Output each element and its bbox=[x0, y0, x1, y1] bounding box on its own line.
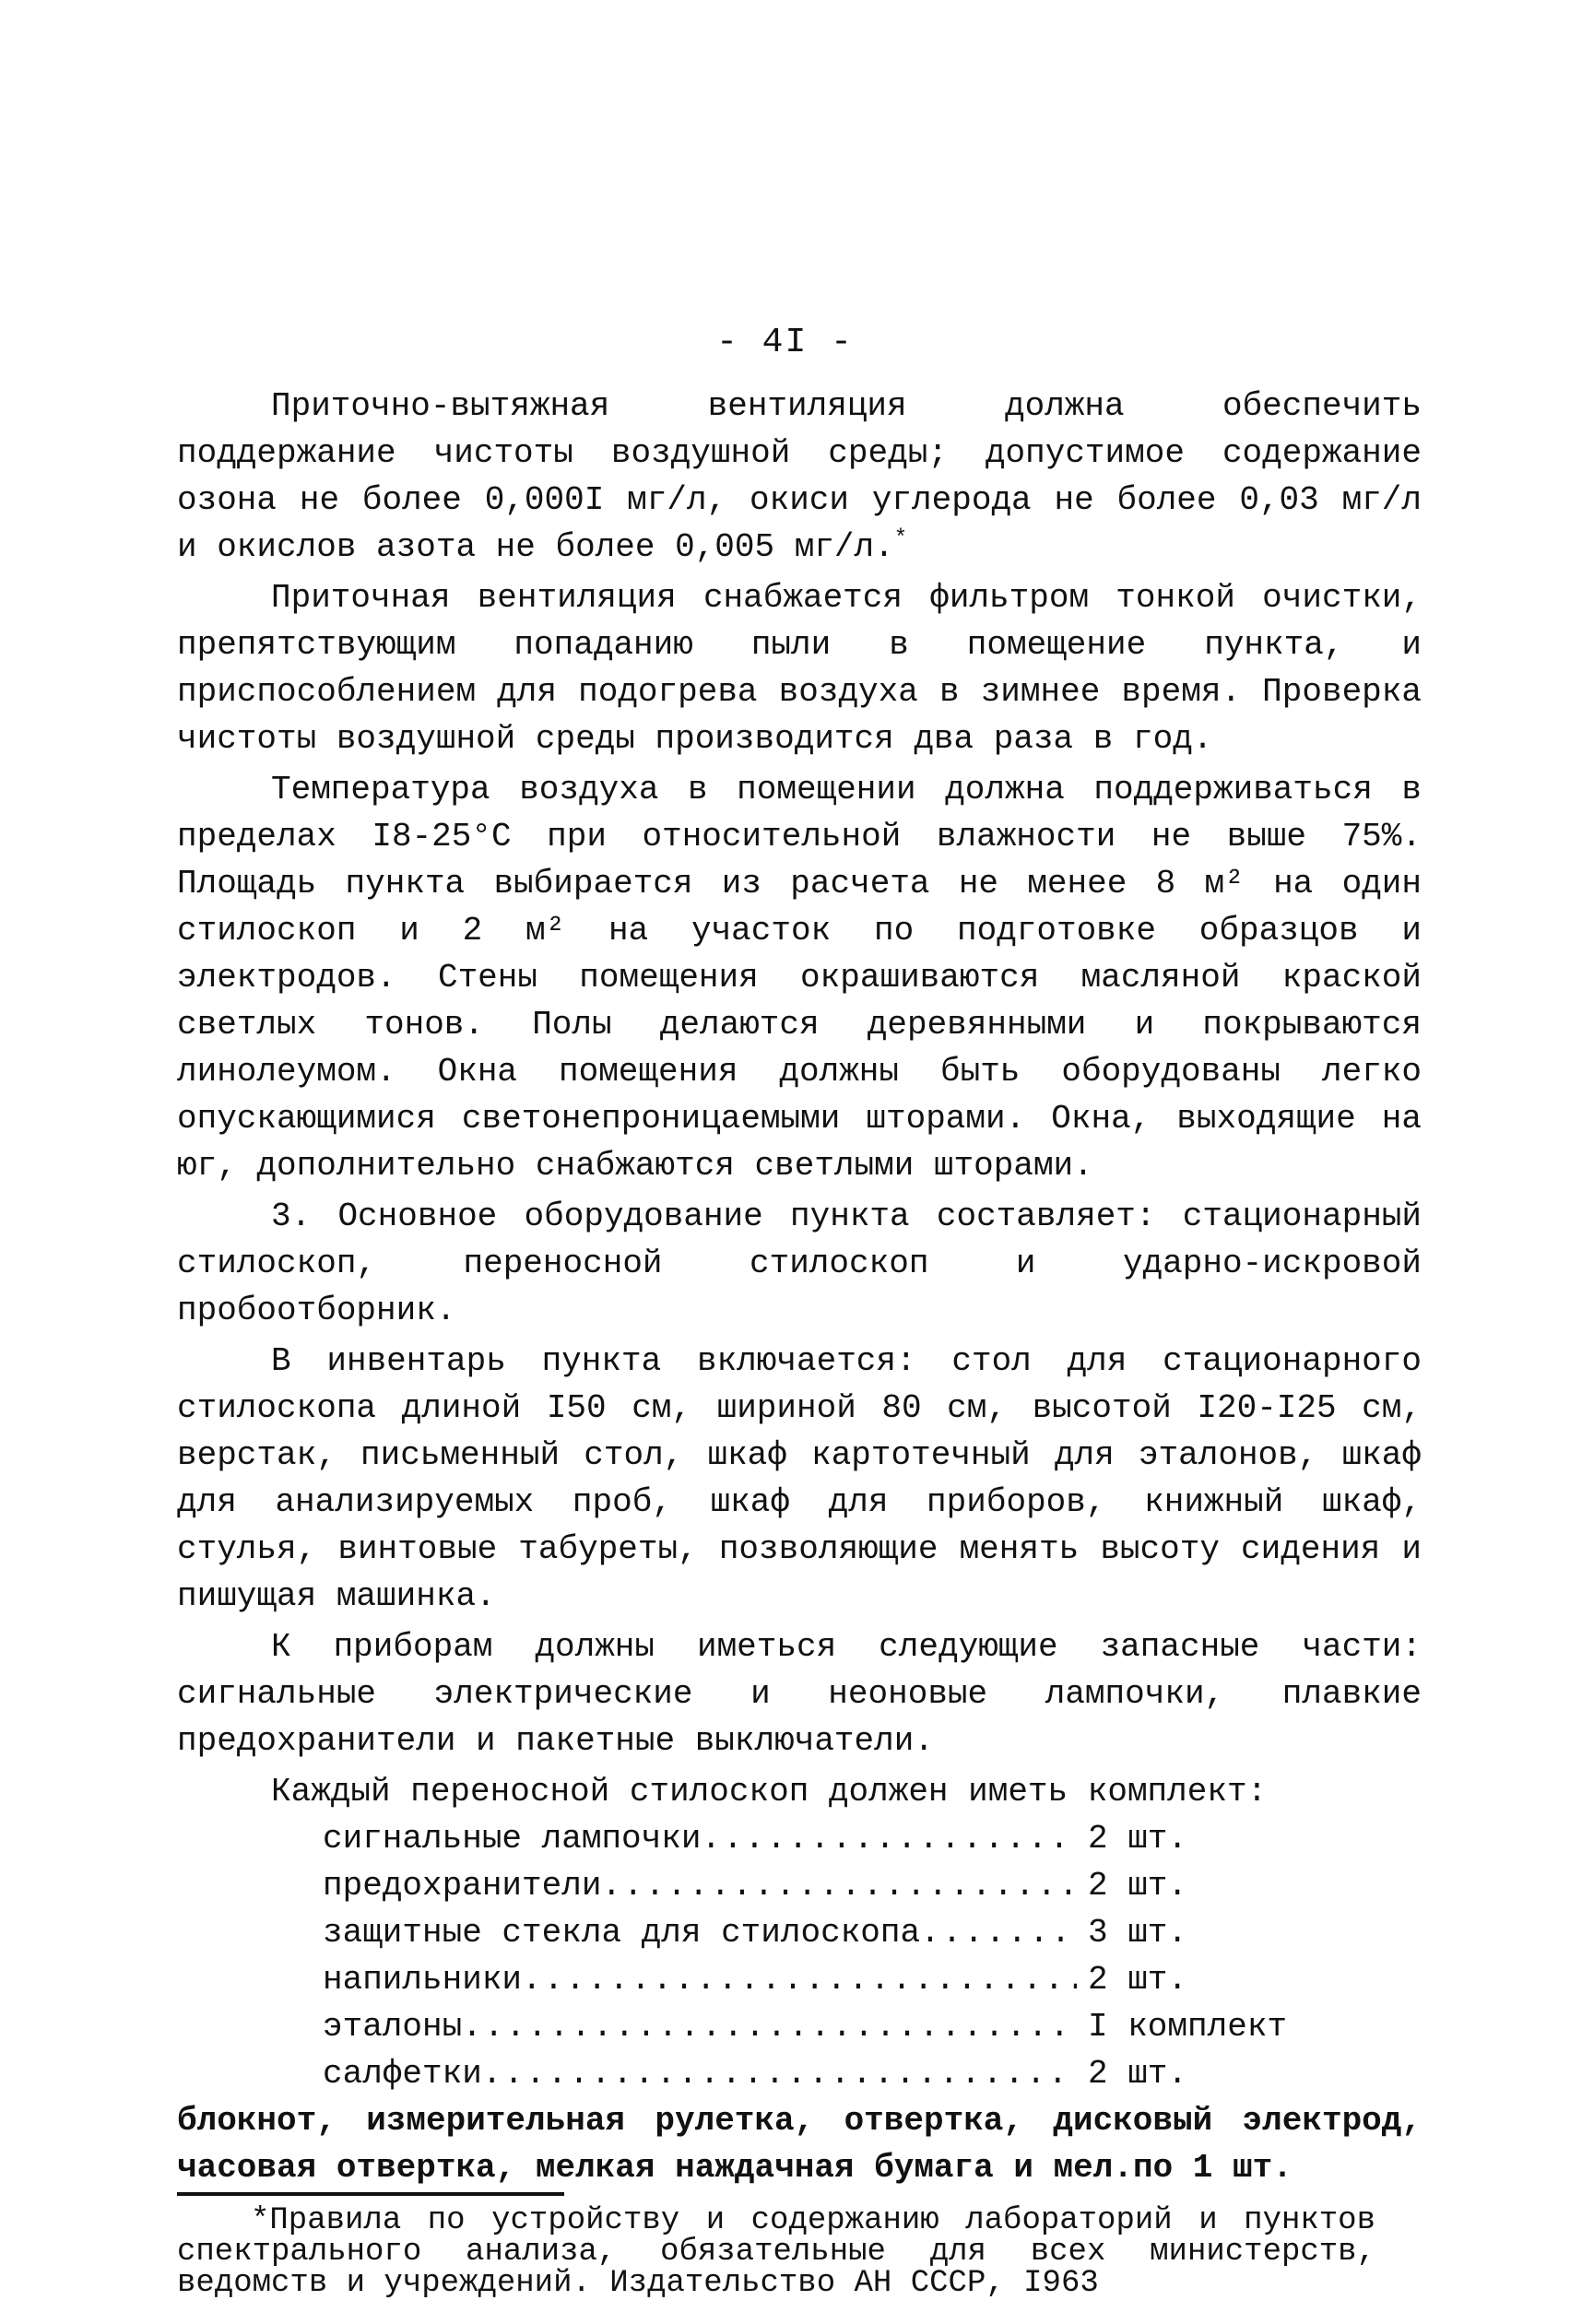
kit-item-qty: 2 шт. bbox=[1088, 2055, 1188, 2093]
kit-item-leader bbox=[522, 1956, 1077, 2003]
kit-item bbox=[323, 2050, 1281, 2097]
paragraph-kit-extras: блокнот, измерительная рулетка, отвертка, дисковый электрод, часовая отвертка, мелкая наждачная бумага и мел.по 1 шт. bbox=[177, 2102, 1422, 2187]
body-text bbox=[177, 383, 1422, 2191]
paragraph-kit-intro: Каждый переносной стилоскоп должен иметь комплект: bbox=[271, 1773, 1268, 1811]
footnote-divider bbox=[177, 2192, 564, 2196]
footnote-marker: * bbox=[893, 526, 908, 551]
kit-item-name: сигнальные лампочки bbox=[323, 1820, 702, 1858]
kit-item-qty: 2 шт. bbox=[1088, 1867, 1188, 1905]
paragraph-intake-ventilation: Приточная вентиляция снабжается фильтром тонкой очистки, препятствующим попаданию пыли в помещение пункта, и приспособлением для подогрева воздуха в зимнее время. Проверка чистоты воздушной среды производится два раза в год. bbox=[177, 579, 1422, 758]
kit-item-leader bbox=[601, 1862, 1077, 1909]
kit-list bbox=[323, 1815, 1288, 2097]
kit-item-qty: 2 шт. bbox=[1088, 1820, 1188, 1858]
paragraph-ventilation bbox=[177, 383, 1422, 571]
kit-item bbox=[323, 1815, 1281, 1862]
kit-item-name: эталоны bbox=[323, 2008, 463, 2046]
kit-item-leader bbox=[701, 1815, 1077, 1862]
paragraph-main-equipment: 3. Основное оборудование пункта составляет: стационарный стилоскоп, переносной стилоскоп и ударно-искровой пробоотборник. bbox=[177, 1197, 1422, 1329]
kit-item bbox=[323, 1862, 1281, 1909]
kit-item-name: напильники bbox=[323, 1961, 523, 1999]
kit-item-name: салфетки bbox=[323, 2055, 482, 2093]
page-number: - 4I - bbox=[716, 323, 854, 362]
kit-item bbox=[323, 2003, 1288, 2050]
footnote: *Правила по устройству и содержанию лабораторий и пунктов спектрального анализа, обязательные для всех министерств, ведомств и учреждений. Издательство АН СССР, I963 bbox=[177, 2203, 1375, 2301]
kit-item-name: защитные стекла для стилоскопа bbox=[323, 1914, 921, 1952]
paragraph-room-conditions: Температура воздуха в помещении должна поддерживаться в пределах I8-25°С при относительной влажности не выше 75%. Площадь пункта выбирается из расчета не менее 8 м² на один стилоскоп и 2 м² на участок по подготовке образцов и электродов. Стены помещения окрашиваются масляной краской светлых тонов. Полы делаются деревянными и покрываются линолеумом. Окна помещения должны быть оборудованы легко опускающимися светонепроницаемыми шторами. Окна, выходящие на юг, дополнительно снабжаются светлыми шторами. bbox=[177, 771, 1422, 1185]
kit-item-leader bbox=[920, 1909, 1077, 1956]
kit-item-leader bbox=[462, 2003, 1077, 2050]
kit-item bbox=[323, 1909, 1281, 1956]
kit-item-qty: 2 шт. bbox=[1088, 1961, 1188, 1999]
kit-item-qty: 3 шт. bbox=[1088, 1914, 1188, 1952]
kit-item-qty: I комплект bbox=[1088, 2008, 1288, 2046]
kit-item bbox=[323, 1956, 1281, 2003]
kit-item-name: предохранители bbox=[323, 1867, 602, 1905]
paragraph-ventilation-text: Приточно-вытяжная вентиляция должна обеспечить поддержание чистоты воздушной среды; допустимое содержание озона не более 0,000I мг/л, окиси углерода не более 0,03 мг/л и окислов азота не более 0,005 мг/л. bbox=[177, 387, 1422, 566]
paragraph-inventory: В инвентарь пункта включается: стол для стационарного стилоскопа длиной I50 см, шириной 80 см, высотой I20-I25 см, верстак, письменный стол, шкаф картотечный для эталонов, шкаф для анализируемых проб, шкаф для приборов, книжный шкаф, стулья, винтовые табуреты, позволяющие менять высоту сидения и пишущая машинка. bbox=[177, 1342, 1422, 1615]
kit-item-leader bbox=[482, 2050, 1077, 2097]
paragraph-spare-parts: К приборам должны иметься следующие запасные части: сигнальные электрические и неоновые лампочки, плавкие предохранители и пакетные выключатели. bbox=[177, 1628, 1422, 1760]
